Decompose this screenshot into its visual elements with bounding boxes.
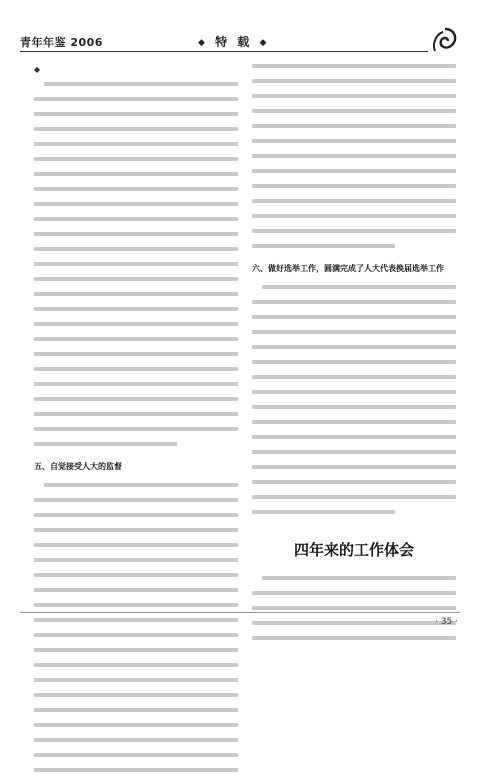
right-column-text-block-3 (252, 576, 456, 651)
left-column-text-block-1 (34, 82, 238, 457)
header-rule (20, 51, 428, 52)
section-lead-mark: ◆ (34, 64, 41, 74)
footer-rule (20, 612, 460, 613)
diamond-bullet-icon: ◆ (259, 38, 270, 48)
right-subheading: 六、做好选举工作，圆满完成了人大代表换届选举工作 (252, 264, 444, 273)
right-column-text-block-2 (252, 285, 456, 525)
swirl-logo-icon (430, 26, 460, 56)
right-column-text-block-1 (252, 64, 456, 259)
article-title: 四年来的工作体会 (293, 541, 414, 559)
left-subheading: 五、自觉接受人大的监督 (34, 462, 122, 471)
section-label-text: 特 载 (215, 35, 253, 49)
right-column (252, 64, 456, 651)
publication-title: 青年年鉴 2006 (20, 36, 103, 49)
diamond-bullet-icon: ◆ (198, 38, 208, 48)
left-column-text-block-2 (34, 483, 238, 783)
section-label (198, 33, 269, 50)
page-header (20, 30, 460, 56)
left-column (34, 64, 238, 783)
page-number: · 35 · (435, 617, 458, 627)
